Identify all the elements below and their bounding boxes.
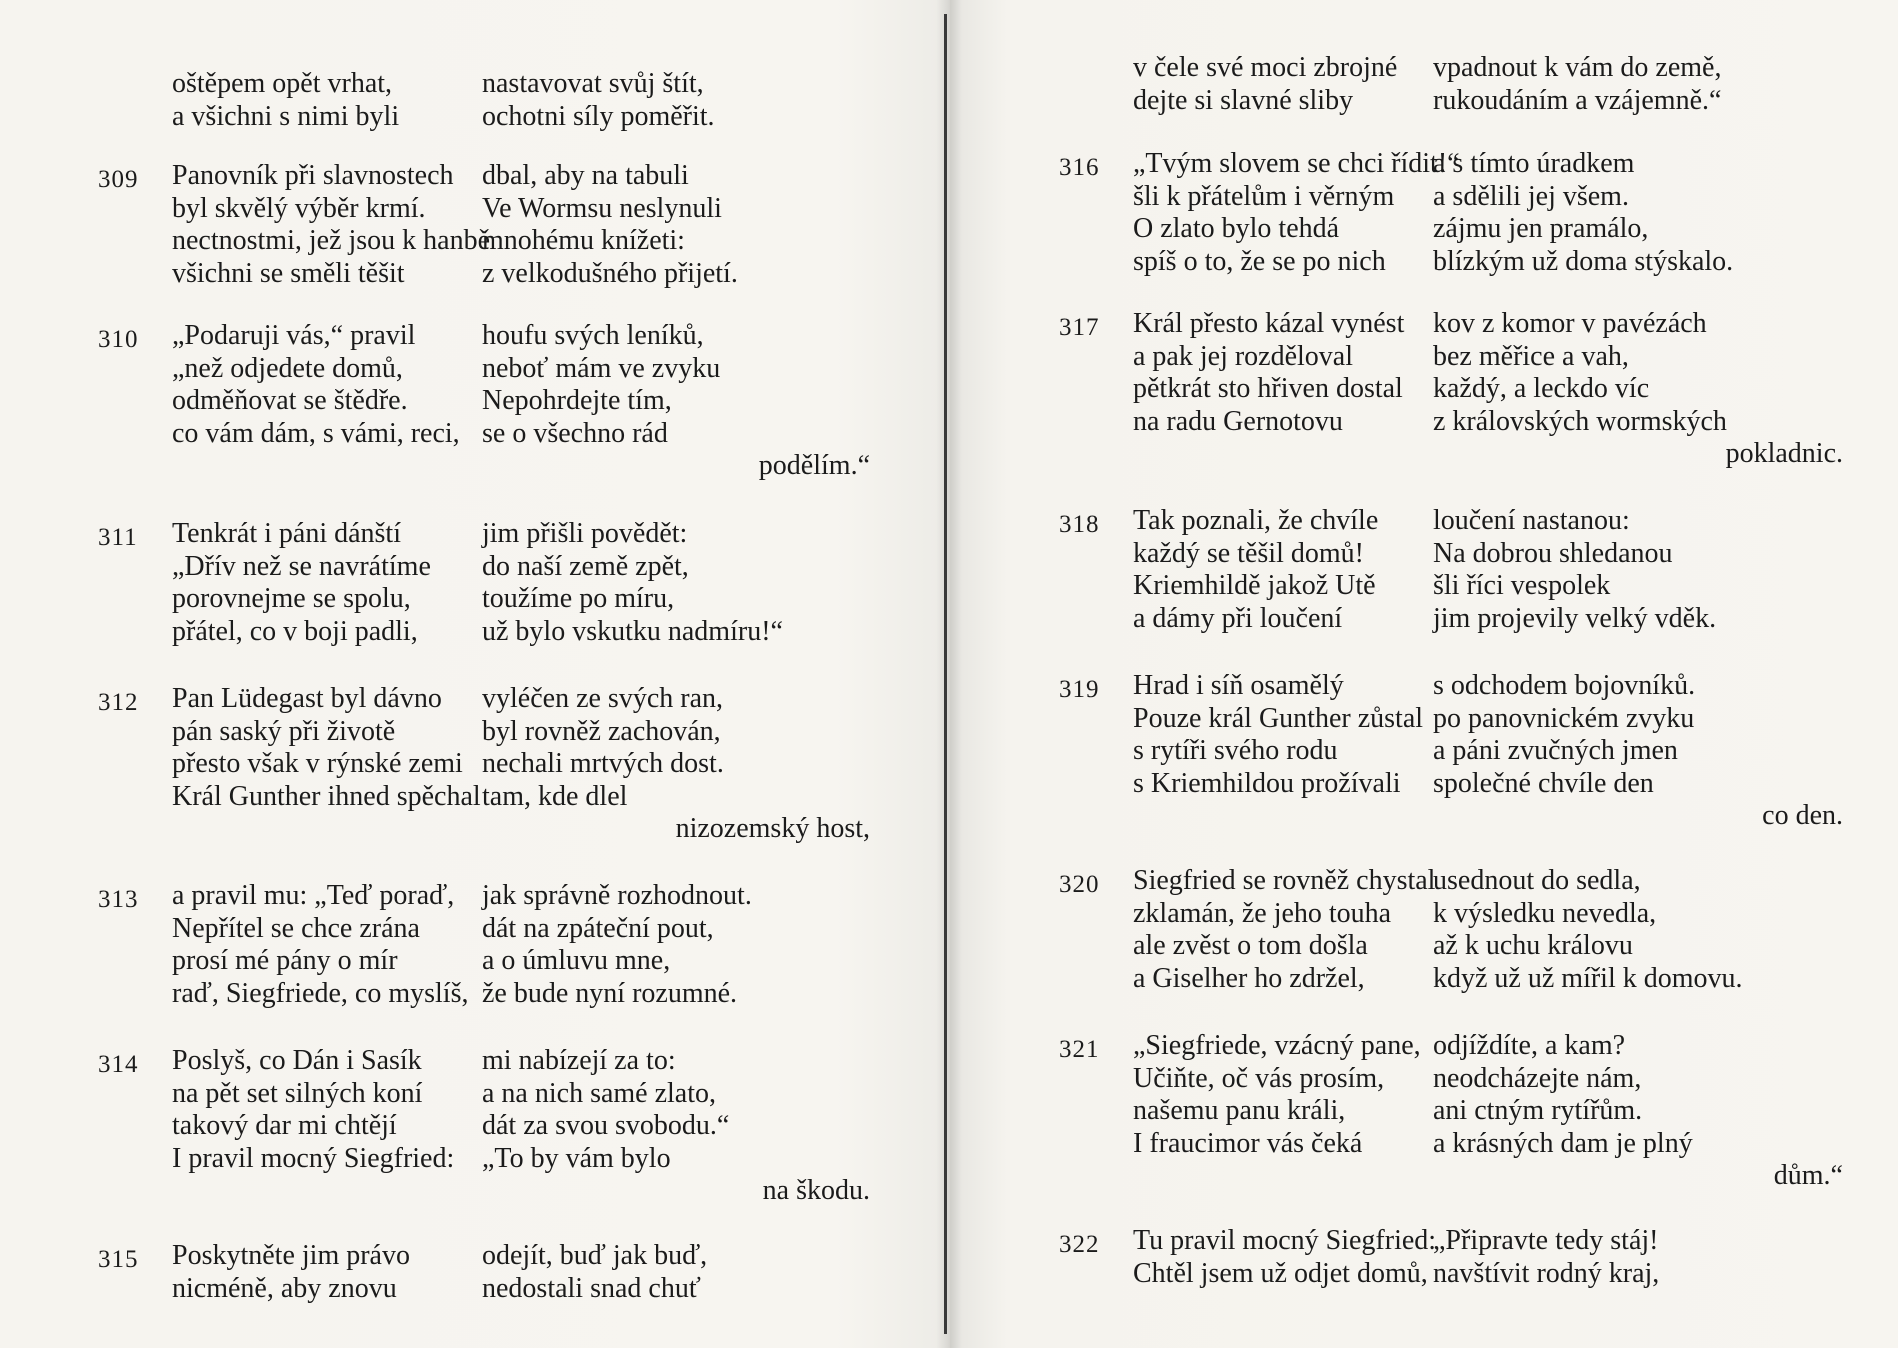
stanza-number: 313 [98, 886, 139, 913]
verse-line [172, 68, 870, 101]
verse-second-half: zájmu jen pramálo, [1433, 213, 1649, 244]
verse-first-half: Poskytněte jim právo [172, 1240, 410, 1271]
verse-first-half: šli k přátelům i věrným [1133, 180, 1395, 212]
stanza [1059, 148, 1843, 278]
stanza-number: 318 [1059, 511, 1100, 538]
stanza [1059, 670, 1843, 833]
verse-first-half: Nepřítel se chce zrána [172, 912, 420, 944]
stanza-number: 314 [98, 1051, 139, 1078]
verse-first-half: O zlato bylo tehdá [1133, 213, 1340, 244]
verse-first-half: ale zvěst o tom došla [1133, 930, 1368, 961]
verse-second-half: dát na zpáteční pout, [482, 912, 714, 944]
verse-line [172, 716, 870, 749]
verse-first-half: Kriemhildě jakož Utě [1133, 570, 1376, 601]
verse-second-half: po panovnickém zvyku [1433, 702, 1695, 734]
verse-line [1133, 505, 1843, 538]
verse-second-half: a na nich samé zlato, [482, 1077, 717, 1109]
verse-second-half: mi nabízejí za to: [482, 1045, 676, 1076]
verse-first-half: prosí mé pány o mír [172, 945, 398, 976]
verse-line [1133, 898, 1843, 931]
verse-first-half: Chtěl jsem už odjet domů, [1133, 1257, 1428, 1289]
verse-second-half: až k uchu královu [1433, 930, 1633, 961]
verse-second-half: s odchodem bojovníků. [1433, 670, 1696, 701]
verse-second-half: bez měřice a vah, [1433, 340, 1629, 372]
verse-first-half: na radu Gernotovu [1133, 405, 1343, 437]
verse-second-half: už bylo vskutku nadmíru!“ [482, 615, 783, 647]
verse-second-half: se o všechno rád [482, 417, 668, 449]
stanza-number: 311 [98, 524, 138, 551]
verse-first-half: I fraucimor vás čeká [1133, 1127, 1363, 1159]
verse-second-half: navštívit rodný kraj, [1433, 1257, 1660, 1289]
verse-second-half: z velkodušného přijetí. [482, 257, 738, 289]
verse-first-half: I pravil mocný Siegfried: [172, 1142, 455, 1174]
verse-first-half: Hrad i síň osamělý [1133, 670, 1344, 701]
stanza-number: 315 [98, 1246, 139, 1273]
verse-line [172, 978, 870, 1011]
verse-continuation: co den. [1762, 800, 1843, 831]
verse-first-half: co vám dám, s vámi, reci, [172, 417, 460, 449]
verse-first-half: „Podaruji vás,“ pravil [172, 320, 416, 351]
verse-line [1133, 603, 1843, 636]
stanza-number: 322 [1059, 1231, 1100, 1258]
right-page [950, 0, 1898, 1348]
verse-first-half: raď, Siegfriede, co myslíš, [172, 977, 469, 1009]
verse-first-half: v čele své moci zbrojné [1133, 52, 1398, 83]
verse-second-half: byl rovněž zachován, [482, 715, 721, 747]
verse-line [172, 551, 870, 584]
verse-line [1133, 1225, 1843, 1258]
verse-line [1133, 341, 1843, 374]
stanza [98, 1045, 870, 1208]
verse-first-half: Tenkrát i páni dánští [172, 518, 401, 549]
stanza-number: 321 [1059, 1036, 1100, 1063]
verse-first-half: Tu pravil mocný Siegfried: [1133, 1225, 1437, 1256]
verse-second-half: odjíždíte, a kam? [1433, 1030, 1626, 1061]
verse-second-half: společné chvíle den [1433, 767, 1654, 799]
verse-line [172, 320, 870, 353]
verse-line [1133, 865, 1843, 898]
verse-line [1133, 148, 1843, 181]
verse-second-half: jim projevily velký vděk. [1433, 602, 1717, 634]
verse-second-half: dbal, aby na tabuli [482, 160, 689, 191]
verse-line [172, 913, 870, 946]
verse-second-half: neboť mám ve zvyku [482, 352, 721, 384]
stanza [98, 320, 870, 483]
verse-line [172, 225, 870, 258]
verse-second-half: Na dobrou shledanou [1433, 537, 1673, 569]
gutter-shadow [936, 0, 962, 1348]
stanza [1059, 1225, 1843, 1290]
verse-line [1133, 406, 1843, 439]
verse-second-half: nedostali snad chuť [482, 1272, 701, 1304]
verse-first-half: našemu panu králi, [1133, 1095, 1346, 1126]
verse-line [172, 945, 870, 978]
verse-line [172, 583, 870, 616]
verse-second-half: a páni zvučných jmen [1433, 735, 1678, 766]
book-gutter [944, 14, 947, 1334]
verse-line [1133, 1095, 1843, 1128]
verse-first-half: nicméně, aby znovu [172, 1272, 397, 1304]
stanza [98, 880, 870, 1010]
verse-first-half: na pět set silných koní [172, 1077, 423, 1109]
verse-first-half: Pouze král Gunther zůstal [1133, 702, 1424, 734]
verse-line [172, 1273, 870, 1306]
verse-second-half: jim přišli povědět: [482, 518, 688, 549]
stanza [1059, 505, 1843, 635]
verse-second-half: a krásných dam je plný [1433, 1127, 1693, 1159]
verse-second-half: vyléčen ze svých ran, [482, 683, 723, 714]
verse-first-half: pětkrát sto hřiven dostal [1133, 373, 1403, 404]
verse-line [172, 1045, 870, 1078]
verse-line [172, 385, 870, 418]
verse-first-half: takový dar mi chtějí [172, 1110, 397, 1141]
verse-line [1133, 213, 1843, 246]
verse-second-half: toužíme po míru, [482, 583, 675, 614]
stanza-number: 320 [1059, 871, 1100, 898]
verse-second-half: k výsledku nevedla, [1433, 897, 1657, 929]
verse-line [1133, 768, 1843, 801]
verse-second-half: ani ctným rytířům. [1433, 1095, 1643, 1126]
verse-second-half: vpadnout k vám do země, [1433, 52, 1722, 83]
verse-second-half: a o úmluvu mne, [482, 945, 671, 976]
verse-line [172, 781, 870, 814]
verse-line [172, 353, 870, 386]
verse-first-half: byl skvělý výběr krmí. [172, 192, 426, 224]
stanza-number: 310 [98, 326, 139, 353]
verse-second-half: a s tímto úradkem [1433, 148, 1635, 179]
verse-first-half: s rytíři svého rodu [1133, 735, 1338, 766]
verse-line [1133, 1030, 1843, 1063]
verse-line [172, 1110, 870, 1143]
verse-line [172, 193, 870, 226]
verse-second-half: tam, kde dlel [482, 780, 628, 812]
stanza [98, 518, 870, 648]
verse-second-half: že bude nyní rozumné. [482, 977, 738, 1009]
verse-second-half: když už už mířil k domovu. [1433, 962, 1743, 994]
verse-line [1133, 308, 1843, 341]
stanza-number: 312 [98, 689, 139, 716]
verse-second-half: loučení nastanou: [1433, 505, 1630, 536]
stanza [98, 1240, 870, 1305]
verse-first-half: porovnejme se spolu, [172, 583, 411, 614]
verse-first-half: dejte si slavné sliby [1133, 84, 1354, 116]
verse-first-half: přesto však v rýnské zemi [172, 748, 463, 779]
verse-first-half: „Tvým slovem se chci řídit!“ [1133, 148, 1460, 179]
verse-second-half: kov z komor v pavézách [1433, 308, 1707, 339]
verse-line [1133, 1128, 1843, 1161]
verse-line [172, 160, 870, 193]
stanza [1059, 865, 1843, 995]
verse-first-half: „než odjedete domů, [172, 352, 403, 384]
verse-first-half: a pak jej rozděloval [1133, 340, 1354, 372]
verse-first-half: Král přesto kázal vynést [1133, 308, 1405, 339]
verse-first-half: Panovník při slavnostech [172, 160, 454, 191]
verse-line [1133, 570, 1843, 603]
verse-second-half: nechali mrtvých dost. [482, 748, 724, 779]
verse-line [172, 258, 870, 291]
verse-line [172, 1078, 870, 1111]
verse-second-half: z královských wormských [1433, 405, 1727, 437]
verse-line [172, 748, 870, 781]
verse-first-half: Učiňte, oč vás prosím, [1133, 1062, 1385, 1094]
verse-line [172, 101, 870, 134]
verse-line [172, 880, 870, 913]
stanza [1059, 308, 1843, 471]
verse-second-half: do naší země zpět, [482, 550, 689, 582]
verse-second-half: odejít, buď jak buď, [482, 1240, 708, 1271]
verse-first-half: spíš o to, že se po nich [1133, 245, 1386, 277]
verse-first-half: Pan Lüdegast byl dávno [172, 683, 442, 714]
verse-first-half: „Dřív než se navrátíme [172, 550, 431, 582]
verse-second-half: houfu svých leníků, [482, 320, 704, 351]
stanza-number: 317 [1059, 314, 1100, 341]
verse-line [172, 1143, 870, 1176]
verse-first-half: přátel, co v boji padli, [172, 615, 418, 647]
verse-second-half: blízkým už doma stýskalo. [1433, 245, 1734, 277]
verse-line [1133, 670, 1843, 703]
verse-second-half: Ve Wormsu neslynuli [482, 192, 722, 224]
stanza-number: 316 [1059, 154, 1100, 181]
verse-first-half: oštěpem opět vrhat, [172, 68, 393, 99]
stanza [98, 160, 870, 290]
verse-second-half: ochotni síly poměřit. [482, 100, 715, 132]
verse-first-half: Tak poznali, že chvíle [1133, 505, 1379, 536]
stanza [172, 68, 870, 133]
verse-second-half: dát za svou svobodu.“ [482, 1110, 730, 1141]
verse-continuation: dům.“ [1773, 1160, 1843, 1191]
verse-line [172, 518, 870, 551]
verse-second-half: Nepohrdejte tím, [482, 385, 672, 416]
verse-first-half: všichni se směli těšit [172, 257, 405, 289]
verse-line [1133, 735, 1843, 768]
verse-second-half: neodcházejte nám, [1433, 1062, 1642, 1094]
verse-line [172, 616, 870, 649]
verse-continuation: nizozemský host, [675, 813, 870, 844]
stanza-number: 309 [98, 166, 139, 193]
verse-first-half: „Siegfriede, vzácný pane, [1133, 1030, 1421, 1061]
verse-line [1133, 1258, 1843, 1291]
verse-line [172, 1240, 870, 1273]
verse-line [1133, 52, 1843, 85]
verse-second-half: „To by vám bylo [482, 1142, 671, 1174]
verse-continuation: na škodu. [762, 1175, 870, 1206]
verse-first-half: a všichni s nimi byli [172, 100, 400, 132]
verse-first-half: a dámy při loučení [1133, 602, 1343, 634]
verse-line [1133, 85, 1843, 118]
stanza [1133, 52, 1843, 117]
verse-line [1133, 930, 1843, 963]
verse-first-half: každý se těšil domů! [1133, 537, 1364, 569]
verse-line [1133, 373, 1843, 406]
stanza [98, 683, 870, 846]
verse-first-half: odměňovat se štědře. [172, 385, 408, 416]
verse-line [172, 418, 870, 451]
verse-second-half: a sdělili jej všem. [1433, 180, 1629, 212]
verse-first-half: a Giselher ho zdržel, [1133, 962, 1365, 994]
verse-first-half: s Kriemhildou prožívali [1133, 767, 1401, 799]
verse-line [1133, 538, 1843, 571]
verse-continuation: podělím.“ [758, 450, 870, 481]
verse-second-half: každý, a leckdo víc [1433, 373, 1650, 404]
verse-first-half: Král Gunther ihned spěchal [172, 780, 481, 812]
verse-line [1133, 1063, 1843, 1096]
verse-line [1133, 246, 1843, 279]
verse-line [1133, 703, 1843, 736]
verse-line [1133, 181, 1843, 214]
verse-first-half: Poslyš, co Dán i Sasík [172, 1045, 422, 1076]
verse-first-half: nectnostmi, jež jsou k hanbě [172, 225, 491, 256]
verse-first-half: zklamán, že jeho touha [1133, 897, 1392, 929]
stanza [1059, 1030, 1843, 1193]
verse-second-half: jak správně rozhodnout. [482, 880, 752, 911]
verse-first-half: Siegfried se rovněž chystal [1133, 865, 1436, 896]
verse-second-half: šli říci vespolek [1433, 570, 1611, 601]
verse-continuation: pokladnic. [1725, 438, 1843, 469]
verse-first-half: pán saský při životě [172, 715, 396, 747]
verse-second-half: usednout do sedla, [1433, 865, 1641, 896]
verse-line [1133, 963, 1843, 996]
stanza-number: 319 [1059, 676, 1100, 703]
verse-first-half: a pravil mu: „Teď poraď, [172, 880, 455, 911]
verse-second-half: „Připravte tedy stáj! [1433, 1225, 1659, 1256]
verse-second-half: nastavovat svůj štít, [482, 68, 704, 99]
verse-second-half: rukoudáním a vzájemně.“ [1433, 84, 1722, 116]
verse-line [172, 683, 870, 716]
verse-second-half: mnohému knížeti: [482, 225, 685, 256]
